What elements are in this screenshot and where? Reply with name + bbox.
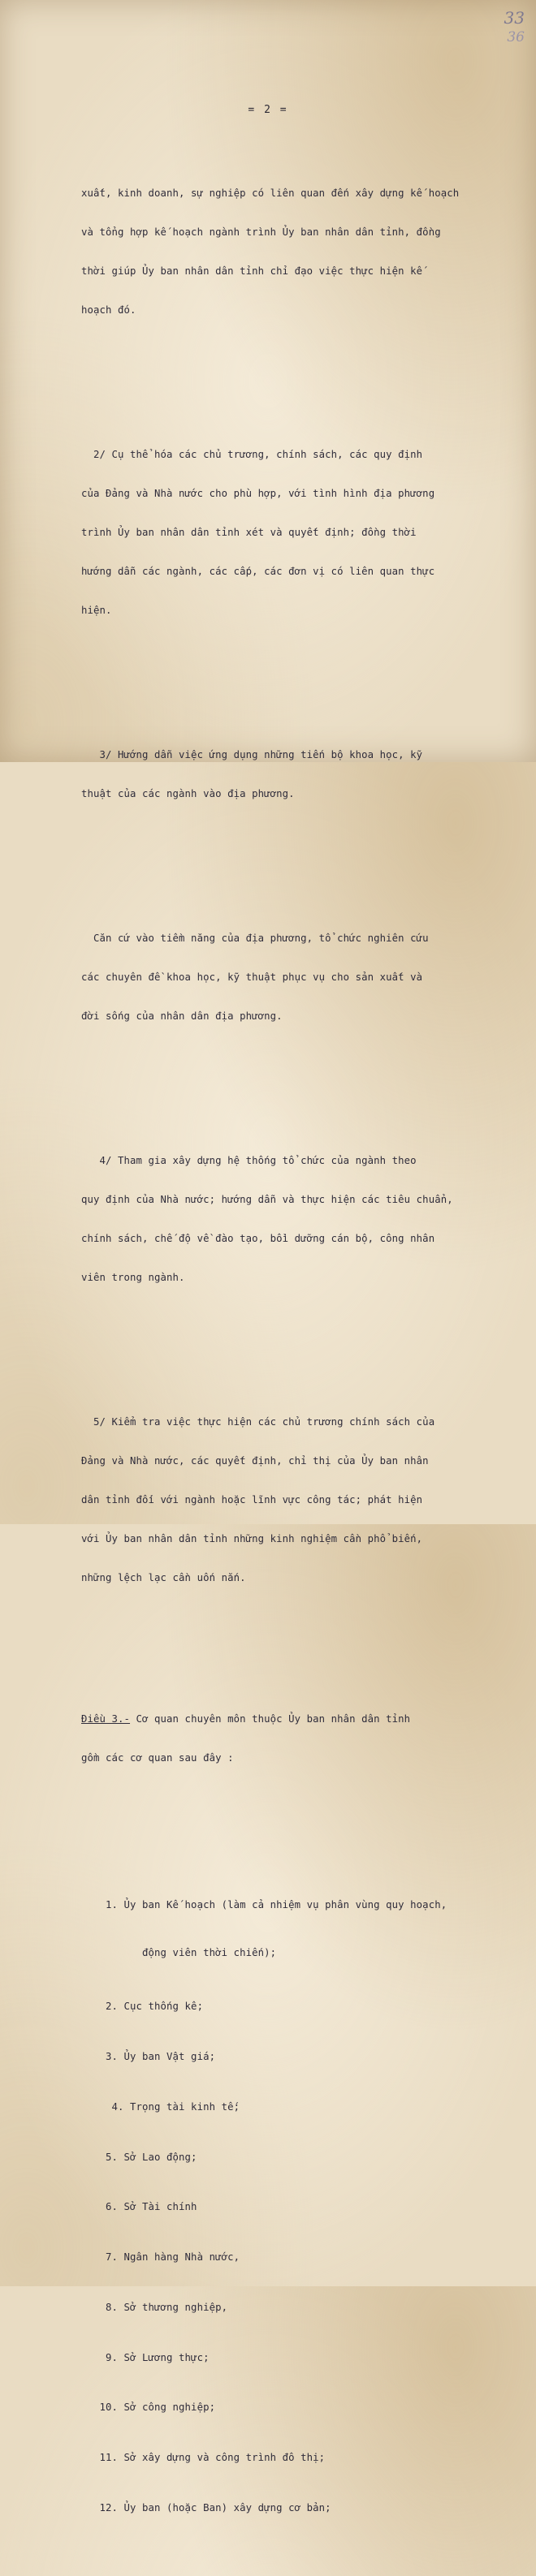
list-item: 2. Cục thống kê; [81, 2001, 204, 2013]
item-3-paragraph [81, 722, 516, 826]
text-line: viên trong ngành. [81, 1272, 185, 1283]
text-line: thuật của các ngành vào địa phương. [81, 788, 295, 799]
text-line: những lệch lạc cần uốn nắn. [81, 1572, 246, 1583]
text-line: với Ủy ban nhân dân tỉnh những kinh nghiệm cần phổ biến, [81, 1533, 423, 1544]
list-item: 3. Ủy ban Vật giá; [81, 2050, 216, 2062]
list-item: 1. Ủy ban Kế hoạch (làm cả nhiệm vụ phân vùng quy hoạch, [81, 1899, 447, 1911]
text-line: Đảng và Nhà nước, các quyết định, chỉ thị của Ủy ban nhân [81, 1455, 429, 1467]
article-3-label: Điều 3.- [81, 1713, 131, 1725]
archive-page-marks [504, 8, 525, 47]
list-item: 9. Sở Lương thực; [81, 2351, 210, 2363]
list-item: 8. Sở thương nghiệp, [81, 2301, 228, 2313]
archive-mark-bottom: 36 [507, 29, 525, 45]
text-line: chính sách, chế độ về đào tạo, bồi dưỡng cán bộ, công nhân [81, 1233, 435, 1244]
list-item: 5. Sở Lao động; [81, 2151, 197, 2163]
text-line: và tổng hợp kế hoạch ngành trình Ủy ban nhân dân tỉnh, đồng [81, 226, 441, 238]
item-2-paragraph [81, 422, 516, 643]
text-line: đời sống của nhân dân địa phương. [81, 1010, 283, 1022]
text-line: 3/ Hướng dẫn việc ứng dụng những tiến bộ khoa học, kỹ [81, 749, 423, 760]
item-4-paragraph [81, 1128, 516, 1310]
text-line: 5/ Kiểm tra việc thực hiện các chủ trương chính sách của [81, 1416, 435, 1428]
item-5-paragraph [81, 1389, 516, 1610]
text-line: dân tỉnh đối với ngành hoặc lĩnh vực công tác; phát hiện [81, 1494, 423, 1506]
article-3-text: Cơ quan chuyên môn thuộc Ủy ban nhân dân tỉnh [130, 1713, 411, 1725]
archive-mark-top: 33 [504, 8, 525, 28]
text-line: thời giúp Ủy ban nhân dân tỉnh chỉ đạo việc thực hiện kế [81, 265, 423, 277]
list-item: 6. Sở Tài chính [81, 2201, 197, 2213]
text-line: hiện. [81, 605, 112, 616]
text-line: hoạch đó. [81, 304, 136, 316]
list-item: 11. Sở xây dựng và công trình đô thị; [81, 2452, 326, 2464]
item-3b-paragraph [81, 906, 516, 1049]
document-body [81, 135, 516, 2576]
text-line: của Đảng và Nhà nước cho phù hợp, với tình hình địa phương [81, 488, 435, 499]
page-number: = 2 = [248, 104, 288, 116]
list-item: 7. Ngân hàng Nhà nước, [81, 2251, 240, 2264]
list-item: 10. Sở công nghiệp; [81, 2402, 216, 2414]
text-line: trình Ủy ban nhân dân tỉnh xét và quyết định; đồng thời [81, 527, 417, 538]
text-line: quy định của Nhà nước; hướng dẫn và thực hiện các tiêu chuẩn, [81, 1194, 453, 1205]
text-line: 2/ Cụ thể hóa các chủ trương, chính sách, các quy định [81, 449, 423, 460]
text-line: Căn cứ vào tiềm năng của địa phương, tổ chức nghiên cứu [81, 933, 429, 944]
list-item: động viên thời chiến); [81, 1946, 277, 1958]
agency-list [81, 1863, 516, 2550]
text-line: hướng dẫn các ngành, các cấp, các đơn vị có liên quan thực [81, 566, 435, 577]
text-line: gồm các cơ quan sau đây : [81, 1752, 234, 1764]
list-item: 4. Trọng tài kinh tế; [81, 2100, 240, 2113]
text-line: xuất, kinh doanh, sự nghiệp có liên quan đến xây dựng kế hoạch [81, 187, 460, 199]
text-line: 4/ Tham gia xây dựng hệ thống tổ chức của ngành theo [81, 1155, 417, 1166]
intro-paragraph [81, 161, 516, 342]
article-3-heading [81, 1686, 516, 1790]
text-line: các chuyên đề khoa học, kỹ thuật phục vụ cho sản xuất và [81, 971, 423, 983]
list-item: 12. Ủy ban (hoặc Ban) xây dựng cơ bản; [81, 2501, 331, 2514]
